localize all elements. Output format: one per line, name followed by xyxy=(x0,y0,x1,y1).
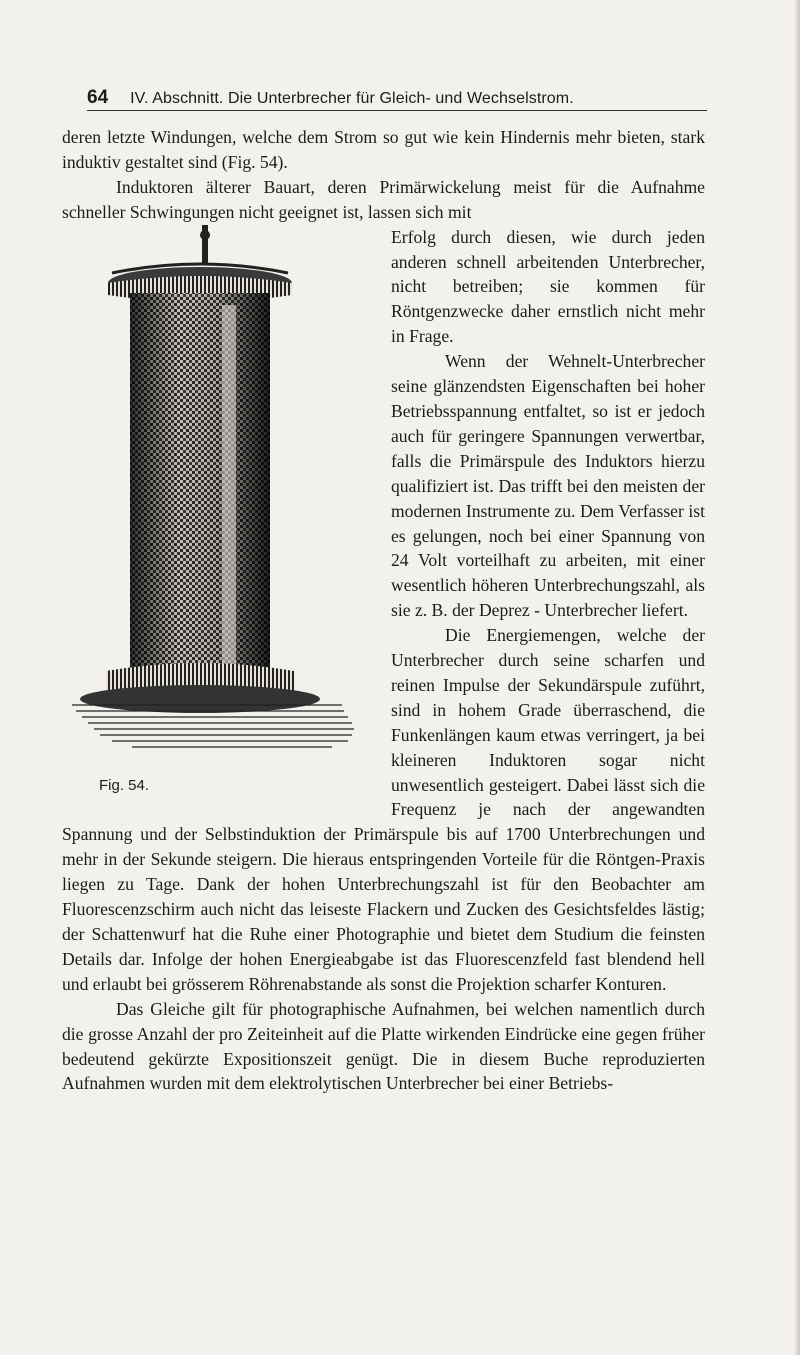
figure-caption: Fig. 54. xyxy=(99,776,150,794)
page-number: 64 xyxy=(87,87,109,108)
paragraph-5: Das Gleiche gilt für photographische Aufnahmen, bei welchen namentlich durch die grosse Anzahl der pro Zeiteinheit auf die Platte wirkenden Eindrücke eine gegen früher bedeutend gekürzte Expositionszeit genügt. Die in diesem Buche reproduzierten Aufnahmen wurden mit dem elektrolytischen Unterbrecher bei einer Betriebs- xyxy=(62,998,705,1094)
paragraph-1: deren letzte Windungen, welche dem Strom so gut wie kein Hindernis mehr bieten, stark induktiv gestaltet sind (Fig. 54). xyxy=(62,127,705,172)
paragraph-2b: Erfolg durch diesen, wie durch jeden anderen schnell arbeitenden Unterbrecher, nicht betreiben; sie kommen für Röntgenzwecke daher ernstlich nicht mehr in Frage. xyxy=(391,226,705,347)
body-text xyxy=(62,125,705,1096)
coil-illustration xyxy=(72,225,372,765)
page-edge-shadow xyxy=(794,0,800,1355)
running-head: IV. Abschnitt. Die Unterbrecher für Gleich- und Wechselstrom. xyxy=(130,90,574,107)
figure-54 xyxy=(62,225,377,805)
paragraph-2a: Induktoren älterer Bauart, deren Primärwickelung meist für die Aufnahme schneller Schwingungen nicht geeignet ist, lassen sich mit xyxy=(62,176,705,222)
paragraph-4: Die Energiemengen, welche der Unterbrecher durch seine scharfen und reinen Impulse der Sekundärspule zuführt, sind in hohem Grade überraschend, die Funkenlängen kaum etwas verringert, ja bei kleineren Induktoren sogar nicht unwesentlich gesteigert. Dabei lässt sich die Frequenz je nach der angewandten Spannung und der Selbstinduktion der Primärspule bis auf 1700 Unterbrechungen und mehr in der Sekunde steigern. Die hieraus entspringenden Vorteile für die Röntgen-Praxis liegen zu Tage. Dank der hohen Unterbrechungszahl ist für den Beobachter am Fluorescenzschirm auch nicht das leiseste Flackern und Zucken des Gesichtsfeldes lästig; der Schattenwurf hat die Ruhe einer Photographie und bietet dem Studium die feinsten Details dar. Infolge der hohen Energieabgabe ist das Fluorescenzfeld fast blendend hell und erlaubt bei grösserem Röhrenabstande als sonst die Projektion scharfer Konturen. xyxy=(62,625,705,994)
paragraph-3: Wenn der Wehnelt-Unterbrecher seine glänzendsten Eigenschaften bei hoher Betriebsspannung entfaltet, so ist er jedoch auch für geringere Spannungen verwertbar, falls die Primärspule des Induktors hierzu qualifiziert ist. Das trifft bei den meisten der modernen Instrumente zu. Dem Verfasser ist es gelungen, noch bei einer Spannung von 24 Volt vorteilhaft zu arbeiten, mit einer wesentlich höheren Unterbrechungszahl, als sie z. B. der Deprez - Unterbrecher liefert. xyxy=(391,351,705,621)
page-header xyxy=(87,84,707,111)
